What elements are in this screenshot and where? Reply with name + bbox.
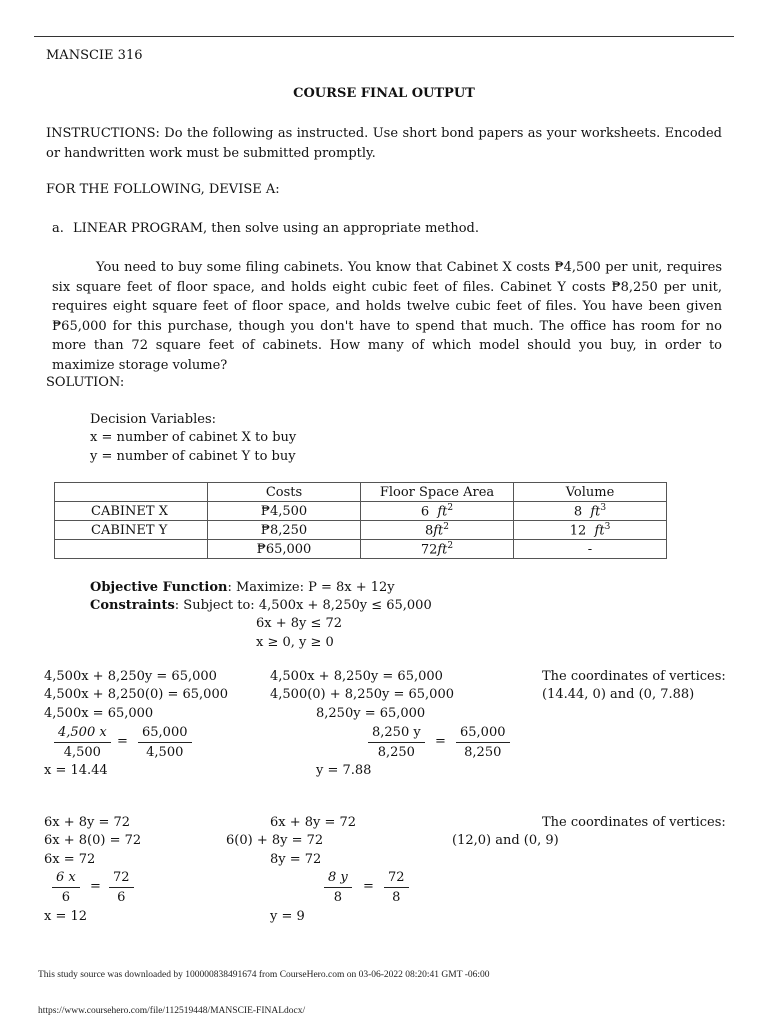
result-y: y = 9	[270, 909, 305, 924]
table-header-row	[55, 483, 667, 502]
equation-line: 6x = 72	[44, 852, 96, 867]
problem-statement: You need to buy some filing cabinets. You know that Cabinet X costs ₱4,500 per unit, requires six square feet of floor space, and holds eight cubic feet of files. Cabinet Y costs ₱8,250 per unit, requires eight square feet of floor space, and holds twelve cubic feet of files. You have been given ₱65,000 for this purchase, though you don't have to spend that much. The office has room for no more than 72 square feet of cabinets. How many of which model should you buy, in order to maximize storage volume?	[52, 260, 722, 373]
result-y: y = 7.88	[316, 763, 372, 778]
row-label: CABINET Y	[55, 521, 208, 540]
download-notice: This study source was downloaded by 100000838491674 from CourseHero.com on 03-06-2022 08:20:41 GMT -06:00	[38, 970, 490, 980]
instructions: INSTRUCTIONS: Do the following as instructed. Use short bond papers as your worksheets. Encoded or handwritten work must be submitted promptly.	[46, 126, 722, 161]
result-x: x = 14.44	[44, 763, 108, 778]
item-letter: a.	[52, 221, 64, 236]
solution-heading: SOLUTION:	[46, 375, 125, 390]
area-cell: $72ft^2$	[361, 540, 514, 559]
table-row	[55, 502, 667, 521]
equation-line: 4,500x + 8,250y = 65,000	[270, 669, 443, 684]
top-rule	[34, 36, 734, 37]
devise-heading: FOR THE FOLLOWING, DEVISE A:	[46, 182, 280, 197]
area-cell: $8ft^2$	[361, 521, 514, 540]
volume-cell: 12 $ft^3$	[514, 521, 667, 540]
fraction: $\frac{72}{6}$	[109, 869, 134, 908]
item-text: LINEAR PROGRAM, then solve using an appropriate method.	[73, 221, 480, 236]
vertices-label: The coordinates of vertices:	[542, 815, 726, 830]
constraint-2: 6x + 8y ≤ 72	[256, 616, 343, 631]
cost-cell: ₱65,000	[208, 540, 361, 559]
equation-line: 8y = 72	[270, 852, 322, 867]
equals-sign: =	[435, 734, 446, 749]
row-label: CABINET X	[55, 502, 208, 521]
objective-function: Objective Function: Maximize: P = 8x + 12y	[90, 580, 395, 595]
fraction: $\frac{6 x}{6}$	[52, 869, 80, 908]
page-title: COURSE FINAL OUTPUT	[293, 86, 475, 101]
equation-line: 4,500x + 8,250y = 65,000	[44, 669, 217, 684]
course-code: MANSCIE 316	[46, 48, 143, 63]
vertices-label: The coordinates of vertices:	[542, 669, 726, 684]
table-header: Floor Space Area	[361, 483, 514, 502]
source-url[interactable]: https://www.coursehero.com/file/112519448/MANSCIE-FINALdocx/	[38, 1006, 306, 1016]
fraction: $\frac{65,000}{4,500}$	[138, 724, 192, 763]
row-label	[55, 540, 208, 559]
fraction: $\frac{65,000}{8,250}$	[456, 724, 510, 763]
fraction: $\frac{8,250 y}{8,250}$	[368, 724, 425, 763]
cost-cell: ₱8,250	[208, 521, 361, 540]
vertices-value: (14.44, 0) and (0, 7.88)	[542, 687, 695, 702]
equation-line: 6x + 8(0) = 72	[44, 833, 142, 848]
result-x: x = 12	[44, 909, 88, 924]
area-cell: 6 $ft^2$	[361, 502, 514, 521]
decision-variables-heading: Decision Variables:	[90, 412, 217, 427]
table-header: Volume	[514, 483, 667, 502]
volume-cell: -	[514, 540, 667, 559]
volume-cell: 8 $ft^3$	[514, 502, 667, 521]
equation-line: 6x + 8y = 72	[270, 815, 357, 830]
table-row	[55, 521, 667, 540]
equals-sign: =	[90, 879, 101, 894]
equation-line: 4,500x = 65,000	[44, 706, 154, 721]
table-row	[55, 540, 667, 559]
equation-line: 6x + 8y = 72	[44, 815, 131, 830]
cabinet-table	[54, 482, 667, 559]
table-header	[55, 483, 208, 502]
equation-line: 4,500(0) + 8,250y = 65,000	[270, 687, 454, 702]
cost-cell: ₱4,500	[208, 502, 361, 521]
table-header: Costs	[208, 483, 361, 502]
decision-variable-y: y = number of cabinet Y to buy	[90, 449, 296, 464]
equals-sign: =	[363, 879, 374, 894]
constraint-3: x ≥ 0, y ≥ 0	[256, 635, 334, 650]
fraction: $\frac{72}{8}$	[384, 869, 409, 908]
fraction: $\frac{8 y}{8}$	[324, 869, 352, 908]
equals-sign: =	[117, 734, 128, 749]
constraints: Constraints: Subject to: 4,500x + 8,250y ≤ 65,000	[90, 598, 432, 613]
equation-line: 6(0) + 8y = 72	[226, 833, 324, 848]
equation-line: 4,500x + 8,250(0) = 65,000	[44, 687, 228, 702]
fraction: $\frac{4,500 x}{4,500}$	[54, 724, 111, 763]
equation-line: 8,250y = 65,000	[316, 706, 426, 721]
decision-variable-x: x = number of cabinet X to buy	[90, 430, 297, 445]
vertices-value: (12,0) and (0, 9)	[452, 833, 559, 848]
